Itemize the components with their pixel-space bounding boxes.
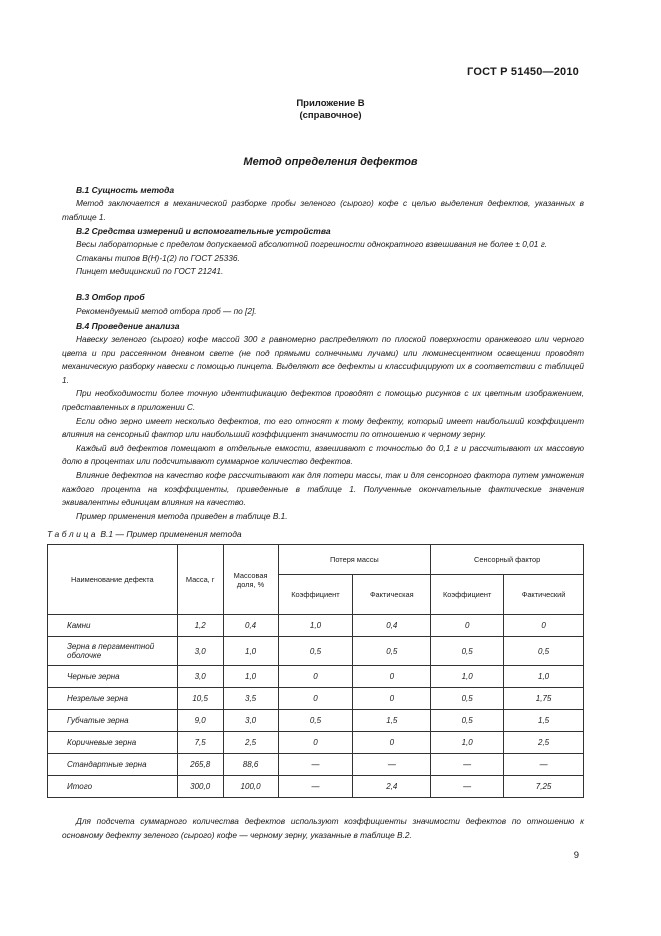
header-loss-group: Потеря массы [278,545,431,575]
paragraph: При необходимости более точную идентификацию дефектов проводят с помощью рисунков с их цветным изображением, представленных в приложении С. [62,388,584,412]
table-row [48,710,584,732]
header-coef-loss: Коэффициент [278,575,353,615]
table-row [48,637,584,666]
cell-name: Губчатые зерна [48,710,178,732]
cell-name: Черные зерна [48,666,178,688]
cell: 0,5 [504,637,584,666]
annex-title: Приложение В [296,98,365,109]
cell: 1,0 [278,615,353,637]
header-actual-loss: Фактическая [353,575,431,615]
cell: 3,0 [177,666,223,688]
cell: 1,0 [431,732,504,754]
paragraph: Если одно зерно имеет несколько дефектов, то его относят к тому дефекту, который имеет наибольший коэффициент влияния на сенсорный фактор или наибольший коэффициент значимости по отношению к черному зерну. [62,415,584,440]
header-name: Наименование дефекта [48,545,178,615]
cell: — [431,776,504,798]
cell: 9,0 [177,710,223,732]
cell: — [431,754,504,776]
header-share: Массовая доля, % [223,545,278,615]
cell: 88,6 [223,754,278,776]
paragraph: Пинцет медицинский по ГОСТ 21241. [76,266,224,277]
table-row [48,688,584,710]
standard-number: ГОСТ Р 51450—2010 [467,66,579,78]
method-title: Метод определения дефектов [243,156,418,168]
cell: 2,5 [223,732,278,754]
section-heading-b1: В.1 Сущность метода [76,185,175,195]
cell: 1,0 [223,666,278,688]
cell: 0,5 [353,637,431,666]
section-body-b1 [62,197,584,224]
table-row-total [48,776,584,798]
paragraph: Рекомендуемый метод отбора проб — по [2]. [76,306,257,316]
cell: 3,0 [177,637,223,666]
table-row [48,754,584,776]
cell: 10,5 [177,688,223,710]
cell: — [278,776,353,798]
cell: 1,0 [431,666,504,688]
paragraph: Влияние дефектов на качество кофе рассчитывают как для потери массы, так и для сенсорного фактора путем умножения каждого процента на коэффициенты, приведенные в таблице 1. Полученные окончательные фактические значения эквивалентны единицам влияния на качество. [62,469,584,508]
cell-name: Зерна в пергаментной оболочке [48,637,178,666]
table-caption-prefix: Таблица [47,529,99,539]
footer-paragraph [62,815,584,842]
cell-name: Итого [48,776,178,798]
header-mass: Масса, г [177,545,223,615]
section-heading-b4: В.4 Проведение анализа [76,321,180,331]
cell: 1,75 [504,688,584,710]
section-body-b3 [62,305,584,319]
table-row [48,615,584,637]
section-heading-b2: В.2 Средства измерений и вспомогательные устройства [76,226,331,236]
header-coef-sensor: Коэффициент [431,575,504,615]
cell-name: Камни [48,615,178,637]
cell: 0 [278,666,353,688]
cell: 0 [431,615,504,637]
cell: 0,4 [353,615,431,637]
cell: 100,0 [223,776,278,798]
cell: 3,0 [223,710,278,732]
cell: 1,5 [504,710,584,732]
cell: 3,5 [223,688,278,710]
cell: 0 [278,688,353,710]
defects-table [47,544,584,798]
paragraph: Пример применения метода приведен в таблице В.1. [76,510,288,521]
section-heading-b3: В.3 Отбор проб [76,292,145,302]
cell: — [278,754,353,776]
header-actual-sensor: Фактический [504,575,584,615]
cell: 0 [353,732,431,754]
cell: 0 [353,666,431,688]
cell: 1,2 [177,615,223,637]
paragraph: Метод заключается в механической разборке пробы зеленого (сырого) кофе с целью выделения дефектов, указанных в таблице 1. [62,198,584,222]
cell: 0,5 [431,688,504,710]
table-row [48,666,584,688]
section-body-b2 [62,238,584,279]
table-caption [47,529,242,539]
cell: 0,4 [223,615,278,637]
cell: — [504,754,584,776]
page-number: 9 [573,850,579,861]
cell: 0,5 [278,637,353,666]
cell: 7,25 [504,776,584,798]
cell-name: Незрелые зерна [48,688,178,710]
header-sensor-group: Сенсорный фактор [431,545,584,575]
cell: 0 [353,688,431,710]
table-row [48,732,584,754]
section-body-b4 [62,333,584,523]
cell: 1,5 [353,710,431,732]
cell: 2,5 [504,732,584,754]
cell: 2,4 [353,776,431,798]
cell: 1,0 [504,666,584,688]
paragraph: Для подсчета суммарного количества дефектов используют коэффициенты значимости дефектов по отношению к основному дефекту зеленого (сырого) кофе — черному зерну, указанные в таблице В.2. [62,816,584,840]
paragraph: Весы лабораторные с пределом допускаемой абсолютной погрешности однократного взвешивания не более ± 0,01 г. [76,239,548,249]
cell: 300,0 [177,776,223,798]
cell: 0,5 [431,710,504,732]
paragraph: Стаканы типов В(Н)-1(2) по ГОСТ 25336. [76,252,240,263]
cell: — [353,754,431,776]
cell: 0,5 [431,637,504,666]
cell: 265,8 [177,754,223,776]
cell: 0,5 [278,710,353,732]
paragraph: Навеску зеленого (сырого) кофе массой 300 г равномерно распределяют по плоской поверхности оранжевого или черного цвета и при рассеянном дневном свете (не под прямыми солнечными лучами) или люминесцентном освещении проводят механическую разборку навески с помощью пинцета. Выделяют все дефекты и классифицируют их в соответствии с таблицей 1. [62,334,584,385]
cell: 0 [504,615,584,637]
paragraph: Каждый вид дефектов помещают в отдельные емкости, взвешивают с точностью до 0,1 г и рассчитывают их массовую долю в процентах или подсчитывают суммарное количество дефектов. [62,442,584,467]
table-caption-text: В.1 — Пример применения метода [98,529,242,539]
cell: 0 [278,732,353,754]
cell-name: Стандартные зерна [48,754,178,776]
cell: 7,5 [177,732,223,754]
cell-name: Коричневые зерна [48,732,178,754]
cell: 1,0 [223,637,278,666]
annex-subtitle: (справочное) [299,110,362,121]
